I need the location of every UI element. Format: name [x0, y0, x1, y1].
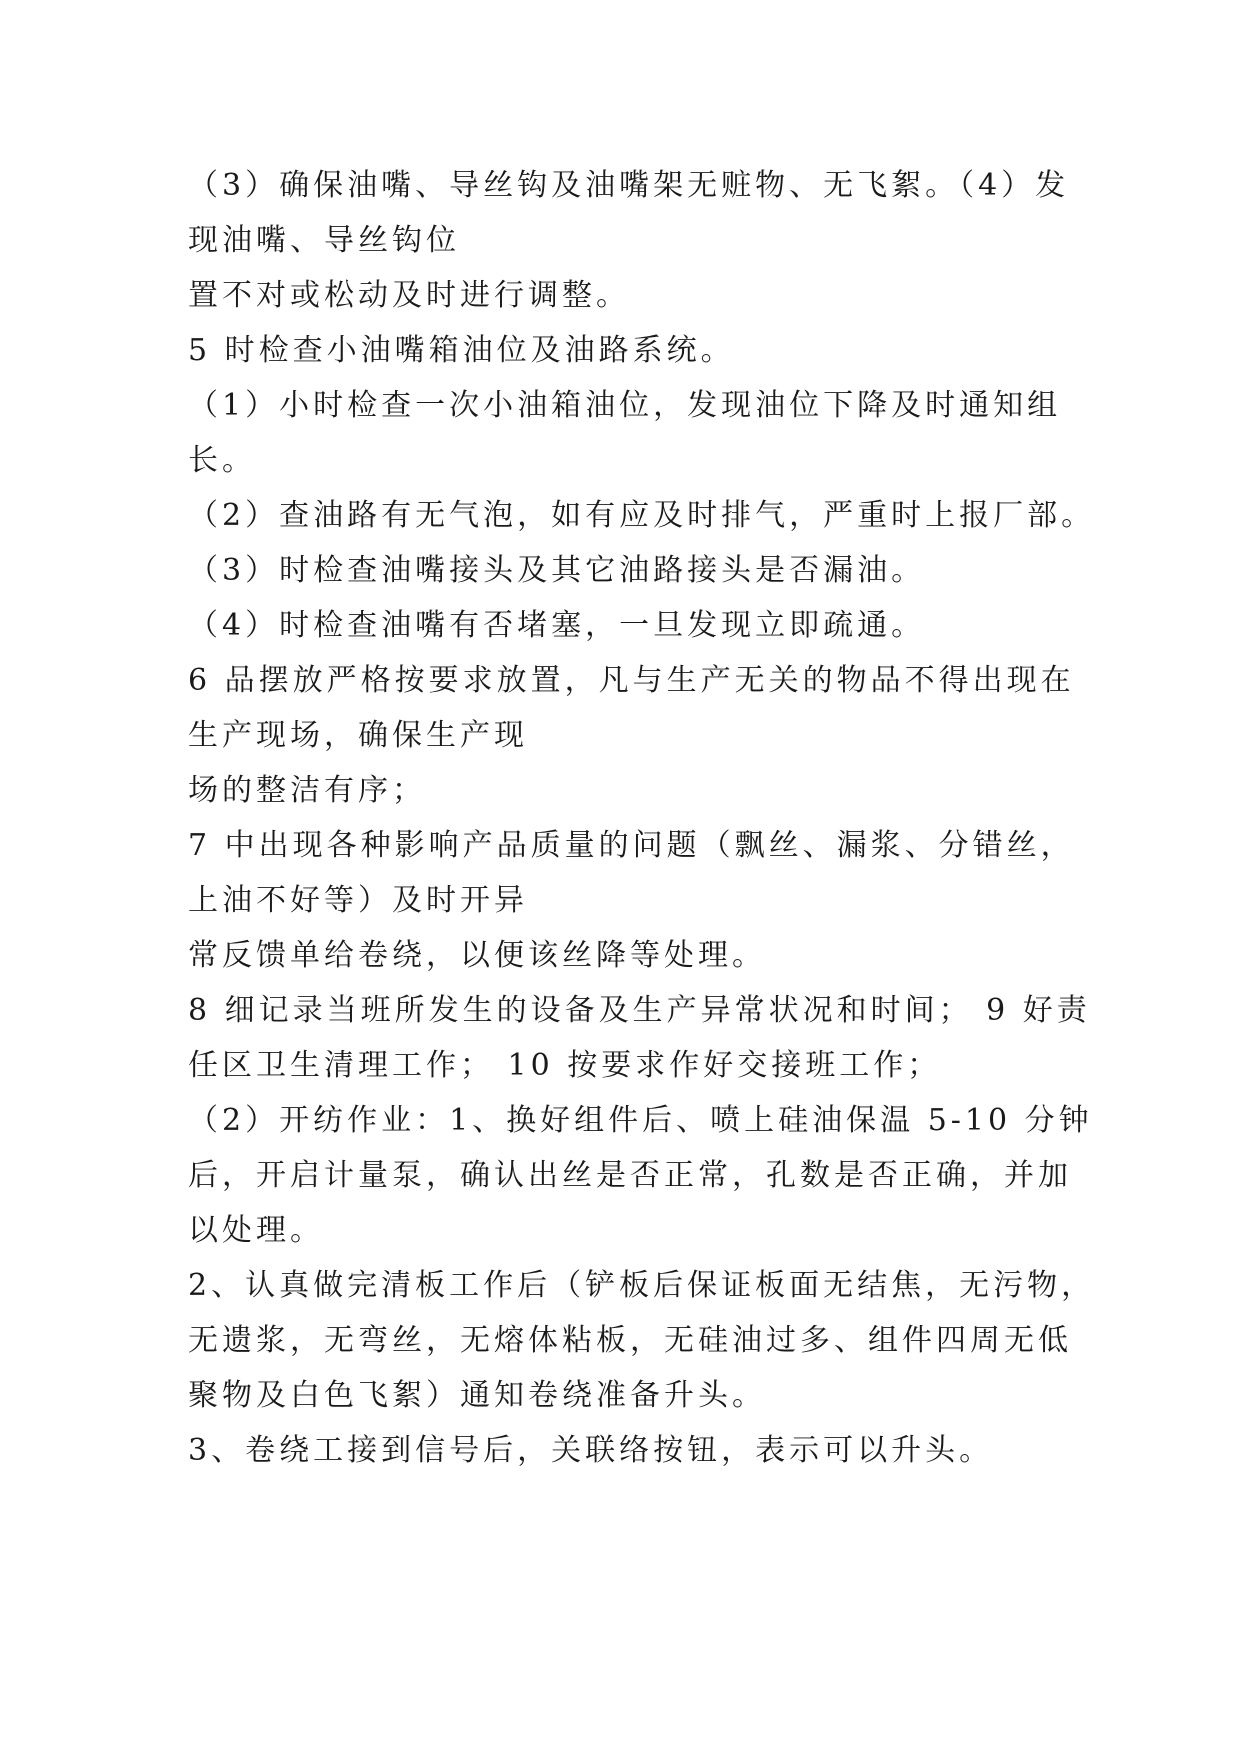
text-line: （3）确保油嘴、导丝钩及油嘴架无赃物、无飞絮。（4）发 — [188, 168, 1070, 203]
text-line: （4）时检查油嘴有否堵塞，一旦发现立即疏通。 — [188, 608, 926, 643]
text-line: 置不对或松动及时进行调整。 — [188, 278, 630, 313]
text-line: （2）查油路有无气泡，如有应及时排气，严重时上报厂部。 — [188, 498, 1096, 533]
text-line: 以处理。 — [188, 1213, 324, 1248]
text-line: 现油嘴、导丝钩位 — [188, 223, 460, 258]
text-line: （1）小时检查一次小油箱油位，发现油位下降及时通知组 — [188, 388, 1062, 423]
text-line: 2、认真做完清板工作后（铲板后保证板面无结焦，无污物， — [188, 1268, 1096, 1303]
text-line: 聚物及白色飞絮）通知卷绕准备升头。 — [188, 1378, 766, 1413]
text-line: 5 时检查小油嘴箱油位及油路系统。 — [188, 333, 735, 368]
text-line: 任区卫生清理工作； 10 按要求作好交接班工作； — [188, 1048, 942, 1083]
text-line: 3、卷绕工接到信号后，关联络按钮，表示可以升头。 — [188, 1433, 994, 1468]
text-line: 场的整洁有序； — [188, 773, 426, 808]
text-line: （2）开纺作业：1、换好组件后、喷上硅油保温 5-10 分钟 — [188, 1103, 1093, 1138]
text-line: 长。 — [188, 443, 256, 478]
text-line: 6 品摆放严格按要求放置，凡与生产无关的物品不得出现在 — [188, 663, 1075, 698]
text-line: 上油不好等）及时开异 — [188, 883, 528, 918]
text-line: 8 细记录当班所发生的设备及生产异常状况和时间； 9 好责 — [188, 993, 1091, 1028]
text-line: （3）时检查油嘴接头及其它油路接头是否漏油。 — [188, 553, 926, 588]
text-line: 常反馈单给卷绕，以便该丝降等处理。 — [188, 938, 766, 973]
text-line: 无遗浆，无弯丝，无熔体粘板，无硅油过多、组件四周无低 — [188, 1323, 1072, 1358]
text-line: 后，开启计量泵，确认出丝是否正常，孔数是否正确，并加 — [188, 1158, 1072, 1193]
text-line: 生产现场，确保生产现 — [188, 718, 528, 753]
document-body — [188, 158, 1096, 1478]
text-line: 7 中出现各种影响产品质量的问题（飘丝、漏浆、分错丝， — [188, 828, 1075, 863]
